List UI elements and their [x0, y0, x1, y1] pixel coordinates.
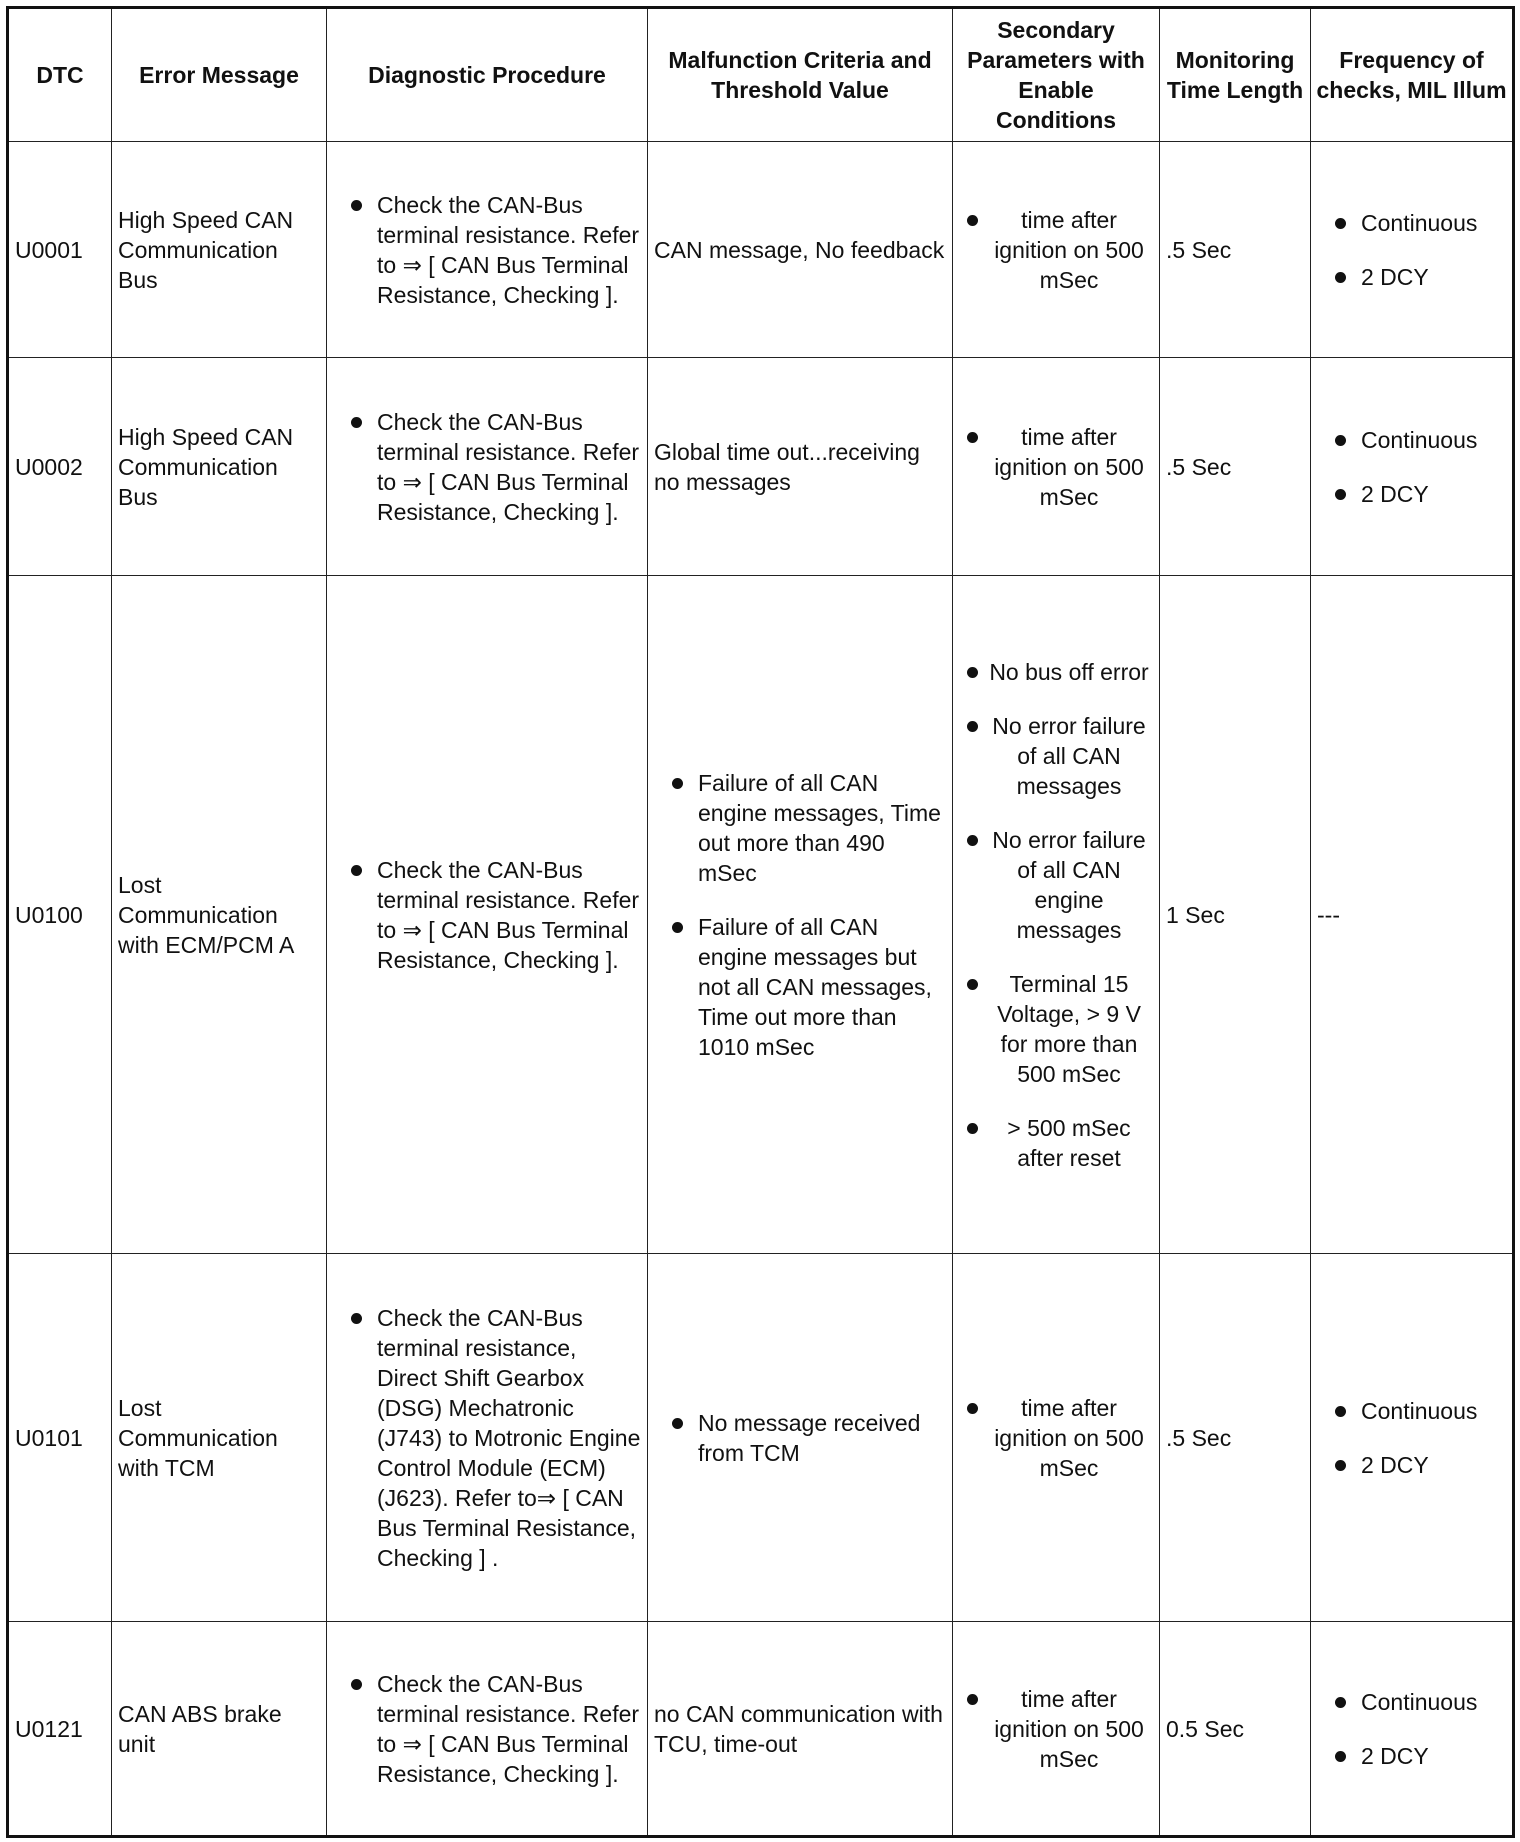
malfunction-criteria: no CAN communication with TCU, time-out	[648, 1622, 953, 1837]
procedure-item: Check the CAN-Bus terminal resistance. Refer to ⇒ [ CAN Bus Terminal Resistance, Checking ].	[333, 855, 641, 975]
header-row	[8, 8, 1514, 142]
frequency-item: Continuous	[1317, 1396, 1506, 1426]
frequency	[1311, 1254, 1514, 1622]
header-diagnostic-procedure: Diagnostic Procedure	[327, 8, 648, 142]
criteria-item: Failure of all CAN engine messages but not all CAN messages, Time out more than 1010 mSec	[654, 912, 946, 1062]
diagnostic-procedure	[327, 142, 648, 358]
secondary-item: time after ignition on 500 mSec	[959, 422, 1153, 512]
procedure-item: Check the CAN-Bus terminal resistance. Refer to ⇒ [ CAN Bus Terminal Resistance, Checking ].	[333, 190, 641, 310]
frequency-list	[1317, 425, 1506, 509]
diagnostic-procedure	[327, 576, 648, 1254]
error-message: CAN ABS brake unit	[112, 1622, 327, 1837]
table-row	[8, 1622, 1514, 1837]
frequency-list	[1317, 1396, 1506, 1480]
dtc-code: U0001	[8, 142, 112, 358]
secondary-item: time after ignition on 500 mSec	[959, 1684, 1153, 1774]
malfunction-criteria: Global time out...receiving no messages	[648, 358, 953, 576]
criteria-item: No message received from TCM	[654, 1408, 946, 1468]
frequency	[1311, 358, 1514, 576]
frequency-list	[1317, 1687, 1506, 1771]
header-error-message: Error Message	[112, 8, 327, 142]
header-malfunction-criteria: Malfunction Criteria and Threshold Value	[648, 8, 953, 142]
secondary-item: time after ignition on 500 mSec	[959, 205, 1153, 295]
error-message: Lost Communication with ECM/PCM A	[112, 576, 327, 1254]
procedure-item: Check the CAN-Bus terminal resistance. Refer to ⇒ [ CAN Bus Terminal Resistance, Checking ].	[333, 407, 641, 527]
error-message: High Speed CAN Communication Bus	[112, 358, 327, 576]
table-row	[8, 142, 1514, 358]
criteria-item: Failure of all CAN engine messages, Time out more than 490 mSec	[654, 768, 946, 888]
criteria-list	[654, 1408, 946, 1468]
secondary-item: No error failure of all CAN messages	[959, 711, 1153, 801]
error-message: High Speed CAN Communication Bus	[112, 142, 327, 358]
secondary-parameters	[953, 358, 1160, 576]
monitoring-time: 1 Sec	[1160, 576, 1311, 1254]
dtc-code: U0002	[8, 358, 112, 576]
procedure-list	[333, 1669, 641, 1789]
dtc-table	[6, 6, 1515, 1838]
header-dtc: DTC	[8, 8, 112, 142]
frequency-item: Continuous	[1317, 208, 1506, 238]
secondary-list	[959, 1684, 1153, 1774]
frequency: ---	[1311, 576, 1514, 1254]
malfunction-criteria: CAN message, No feedback	[648, 142, 953, 358]
frequency-item: Continuous	[1317, 425, 1506, 455]
diagnostic-procedure	[327, 1254, 648, 1622]
procedure-list	[333, 1303, 641, 1573]
secondary-parameters	[953, 1622, 1160, 1837]
criteria-list	[654, 768, 946, 1062]
table-row	[8, 576, 1514, 1254]
secondary-item: > 500 mSec after reset	[959, 1113, 1153, 1173]
secondary-parameters	[953, 576, 1160, 1254]
secondary-item: No bus off error	[959, 657, 1153, 687]
malfunction-criteria	[648, 1254, 953, 1622]
header-secondary-parameters: Secondary Parameters with Enable Conditions	[953, 8, 1160, 142]
monitoring-time: .5 Sec	[1160, 358, 1311, 576]
frequency-item: 2 DCY	[1317, 1741, 1506, 1771]
monitoring-time: 0.5 Sec	[1160, 1622, 1311, 1837]
frequency-item: 2 DCY	[1317, 479, 1506, 509]
procedure-list	[333, 407, 641, 527]
monitoring-time: .5 Sec	[1160, 1254, 1311, 1622]
diagnostic-procedure	[327, 358, 648, 576]
procedure-list	[333, 190, 641, 310]
frequency-list	[1317, 208, 1506, 292]
table-row	[8, 358, 1514, 576]
secondary-parameters	[953, 1254, 1160, 1622]
secondary-list	[959, 657, 1153, 1173]
header-monitoring-time: Monitoring Time Length	[1160, 8, 1311, 142]
secondary-parameters	[953, 142, 1160, 358]
dtc-code: U0100	[8, 576, 112, 1254]
procedure-item: Check the CAN-Bus terminal resistance, Direct Shift Gearbox (DSG) Mechatronic (J743) to Motronic Engine Control Module (ECM) (J623). Refer to⇒ [ CAN Bus Terminal Resistance, Checking ] .	[333, 1303, 641, 1573]
secondary-list	[959, 422, 1153, 512]
frequency-item: 2 DCY	[1317, 1450, 1506, 1480]
malfunction-criteria	[648, 576, 953, 1254]
diagnostic-procedure	[327, 1622, 648, 1837]
error-message: Lost Communication with TCM	[112, 1254, 327, 1622]
secondary-list	[959, 205, 1153, 295]
header-frequency: Frequency of checks, MIL Illum	[1311, 8, 1514, 142]
dtc-code: U0121	[8, 1622, 112, 1837]
secondary-item: time after ignition on 500 mSec	[959, 1393, 1153, 1483]
frequency-item: 2 DCY	[1317, 262, 1506, 292]
frequency	[1311, 1622, 1514, 1837]
procedure-item: Check the CAN-Bus terminal resistance. Refer to ⇒ [ CAN Bus Terminal Resistance, Checking ].	[333, 1669, 641, 1789]
secondary-item: No error failure of all CAN engine messages	[959, 825, 1153, 945]
dtc-code: U0101	[8, 1254, 112, 1622]
monitoring-time: .5 Sec	[1160, 142, 1311, 358]
frequency	[1311, 142, 1514, 358]
secondary-list	[959, 1393, 1153, 1483]
frequency-item: Continuous	[1317, 1687, 1506, 1717]
table-row	[8, 1254, 1514, 1622]
procedure-list	[333, 855, 641, 975]
secondary-item: Terminal 15 Voltage, > 9 V for more than 500 mSec	[959, 969, 1153, 1089]
